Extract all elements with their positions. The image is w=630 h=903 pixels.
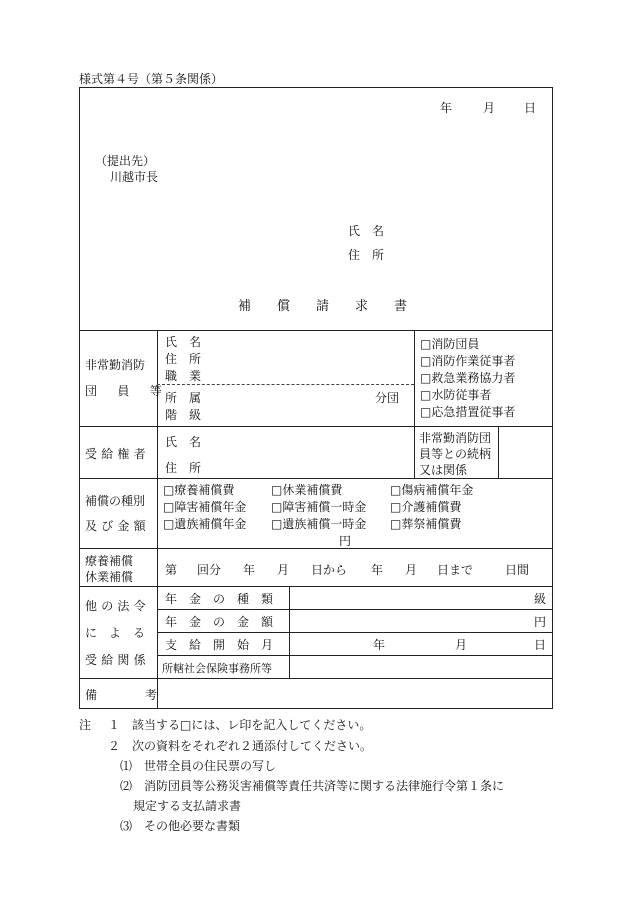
period-times: 回分 bbox=[197, 563, 222, 577]
member-name-label: 氏 名 bbox=[165, 335, 202, 349]
relation-line-1: 非常勤消防団 bbox=[419, 431, 492, 445]
category-emergency-measures[interactable]: □応急措置従事者 bbox=[420, 405, 516, 419]
relation-line-2: 員等との続柄 bbox=[419, 447, 492, 461]
member-label-1: 非常勤消防 bbox=[85, 358, 146, 372]
date-day: 日 bbox=[524, 101, 537, 115]
recipient-label: 受給権者 bbox=[85, 447, 150, 461]
form-title: 補 償 請 求 書 bbox=[238, 299, 408, 314]
comp-disability-pension[interactable]: □障害補償年金 bbox=[163, 500, 247, 514]
other-law-label-2: に よ る bbox=[85, 626, 146, 640]
remarks-label: 備 考 bbox=[85, 688, 158, 702]
form-number: 様式第４号（第５条関係） bbox=[79, 72, 224, 86]
submit-to-label: （提出先） bbox=[95, 154, 156, 168]
comp-disability-lump[interactable]: □障害補償一時金 bbox=[271, 500, 367, 514]
payment-start-label: 支 給 開 始 月 bbox=[165, 638, 274, 652]
period-from-year: 年 bbox=[243, 563, 256, 577]
comp-medical[interactable]: □療養補償費 bbox=[163, 483, 235, 497]
payment-start-year: 年 bbox=[373, 638, 386, 652]
comp-absence[interactable]: □休業補償費 bbox=[271, 483, 343, 497]
member-job-label: 職 業 bbox=[165, 369, 202, 383]
category-emergency-helper[interactable]: □救急業務協力者 bbox=[420, 371, 516, 385]
other-law-label-1: 他の法令 bbox=[85, 599, 150, 613]
period-to-year: 年 bbox=[371, 563, 384, 577]
category-firefighter[interactable]: □消防団員 bbox=[420, 337, 480, 351]
note-2-3: ⑶ その他必要な書類 bbox=[120, 819, 241, 833]
member-affiliation-label: 所 属 bbox=[165, 391, 202, 405]
comp-funeral[interactable]: □葬祭補償費 bbox=[390, 517, 462, 531]
period-label-2: 休業補償 bbox=[85, 570, 134, 584]
notes-prefix: 注 bbox=[79, 718, 92, 732]
compensation-label-2: 及び金額 bbox=[85, 519, 150, 533]
applicant-address-label: 住 所 bbox=[348, 248, 385, 262]
recipient-address-label: 住 所 bbox=[165, 461, 202, 475]
period-to-month: 月 bbox=[405, 563, 418, 577]
pension-type-suffix: 級 bbox=[534, 592, 547, 606]
category-fire-worker[interactable]: □消防作業従事者 bbox=[420, 354, 516, 368]
category-flood-worker[interactable]: □水防従事者 bbox=[420, 388, 492, 402]
member-label-2: 団 員 等 bbox=[85, 384, 167, 398]
submit-to-name: 川越市長 bbox=[110, 170, 159, 184]
period-to-day: 日まで bbox=[437, 563, 474, 577]
pension-type-label: 年 金 の 種 類 bbox=[165, 592, 274, 606]
comp-injury-pension[interactable]: □傷病補償年金 bbox=[390, 483, 474, 497]
comp-care[interactable]: □介護補償費 bbox=[390, 500, 462, 514]
date-month: 月 bbox=[483, 101, 496, 115]
applicant-name-label: 氏 名 bbox=[348, 224, 385, 238]
social-insurance-office-label: 所轄社会保険事務所等 bbox=[162, 662, 272, 675]
period-label-1: 療養補償 bbox=[85, 554, 134, 568]
member-rank-label: 階 級 bbox=[165, 408, 202, 422]
comp-survivor-pension[interactable]: □遺族補償年金 bbox=[163, 517, 247, 531]
period-from-month: 月 bbox=[277, 563, 290, 577]
member-address-label: 住 所 bbox=[165, 352, 202, 366]
note-2: ２ 次の資料をそれぞれ２通添付してください。 bbox=[108, 739, 373, 753]
note-1: １ 該当する□には、レ印を記入してください。 bbox=[108, 718, 372, 732]
note-2-1: ⑴ 世帯全員の住民票の写し bbox=[120, 759, 277, 773]
period-no: 第 bbox=[165, 563, 178, 577]
compensation-label-1: 補償の種別 bbox=[85, 494, 146, 508]
comp-survivor-lump[interactable]: □遺族補償一時金 bbox=[271, 517, 367, 531]
date-year: 年 bbox=[440, 101, 453, 115]
note-2-2: ⑵ 消防団員等公務災害補償等責任共済等に関する法律施行令第１条に bbox=[120, 779, 505, 793]
payment-start-day: 日 bbox=[534, 638, 547, 652]
pension-amount-label: 年 金 の 金 額 bbox=[165, 615, 274, 629]
branch-suffix: 分団 bbox=[375, 391, 400, 405]
note-2-2-cont: 規定する支払請求書 bbox=[133, 799, 242, 813]
recipient-name-label: 氏 名 bbox=[165, 435, 202, 449]
period-days: 日間 bbox=[505, 563, 530, 577]
relation-line-3: 又は関係 bbox=[419, 463, 468, 477]
comp-amount-unit: 円 bbox=[339, 534, 352, 548]
payment-start-month: 月 bbox=[455, 638, 468, 652]
period-from-day: 日から bbox=[311, 563, 348, 577]
other-law-label-3: 受給関係 bbox=[85, 653, 150, 667]
pension-amount-suffix: 円 bbox=[534, 615, 547, 629]
